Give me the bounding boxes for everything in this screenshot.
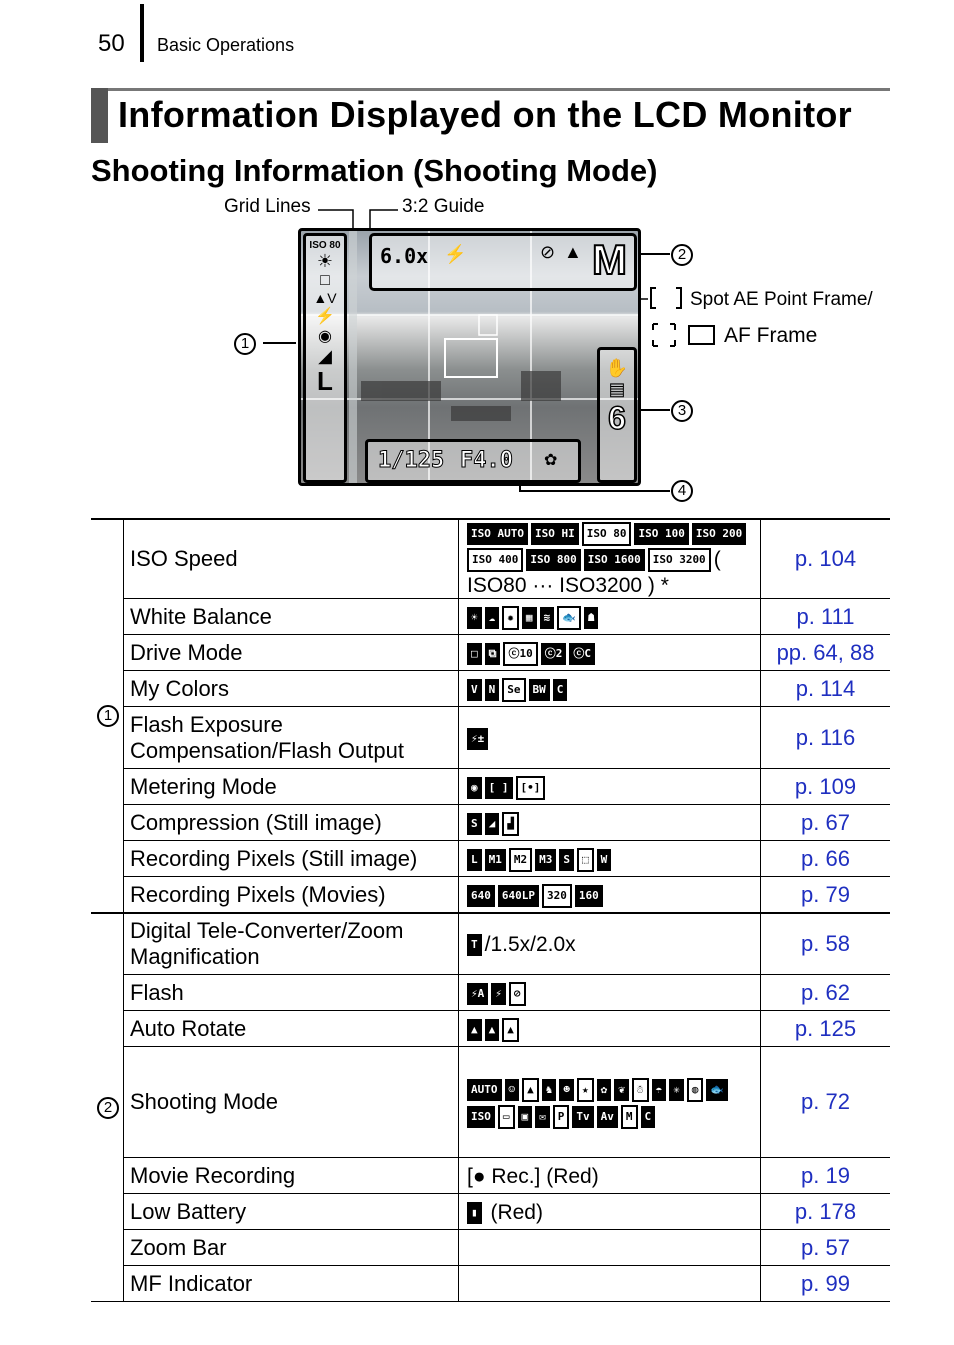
table-row: [91, 635, 890, 671]
mode-icon: ≋: [540, 607, 555, 629]
page-title: Information Displayed on the LCD Monitor: [118, 94, 852, 135]
lcd-monitor: [298, 228, 641, 486]
item-name: Shooting Mode: [124, 1047, 459, 1158]
page-reference-link[interactable]: p. 67: [761, 805, 891, 841]
mode-icon: Tv: [572, 1106, 593, 1128]
page-reference-link[interactable]: p. 58: [761, 913, 891, 975]
mode-icon: ▭: [498, 1105, 515, 1129]
item-icons: [459, 975, 761, 1011]
page-reference-link[interactable]: p. 99: [761, 1266, 891, 1302]
page-reference-link[interactable]: p. 114: [761, 671, 891, 707]
page-reference-link[interactable]: p. 19: [761, 1158, 891, 1194]
table-row: [91, 1230, 890, 1266]
mode-icon: AUTO: [467, 1079, 502, 1101]
item-name: Flash: [124, 975, 459, 1011]
mode-icon: M1: [485, 849, 506, 871]
mode-icon: ▟: [502, 812, 519, 836]
mycolors-icon: ▲V: [313, 290, 337, 306]
group-marker: [91, 913, 124, 1302]
compression-icon: ◢: [318, 346, 332, 366]
mode-icon: ✹: [502, 606, 519, 630]
table-row: [91, 805, 890, 841]
mode-icon: ISO 800: [526, 549, 580, 571]
table-row: [91, 877, 890, 913]
mode-icon: BW: [529, 679, 550, 701]
page-reference-link[interactable]: p. 178: [761, 1194, 891, 1230]
lcd-mode: M: [592, 236, 627, 283]
mode-icon: 🐟: [557, 606, 581, 630]
page-reference-link[interactable]: p. 72: [761, 1047, 891, 1158]
item-icons: [459, 1047, 761, 1158]
item-name: Recording Pixels (Still image): [124, 841, 459, 877]
page-reference-link[interactable]: p. 116: [761, 707, 891, 769]
page-reference-link[interactable]: p. 62: [761, 975, 891, 1011]
item-icons: [459, 635, 761, 671]
flash-off-icon: ⊘: [540, 242, 556, 262]
mode-icon: ⚡±: [467, 728, 488, 750]
mode-icon: ◉: [467, 777, 482, 799]
item-extra-text: /1.5x/2.0x: [484, 933, 576, 957]
mode-icon: M: [621, 1105, 638, 1129]
mode-icon: [ ]: [485, 777, 513, 799]
mode-icon: L: [467, 849, 482, 871]
item-icons: [459, 1011, 761, 1047]
page-number: 50: [98, 30, 125, 57]
hand-icon: ✋: [605, 358, 629, 378]
mode-icon: ▲: [522, 1078, 539, 1102]
mode-icon: ☗: [584, 607, 599, 629]
mode-icon: 160: [575, 885, 603, 907]
table-row: [91, 1158, 890, 1194]
table-row: [91, 1266, 890, 1302]
table-row: [91, 707, 890, 769]
item-extra-text: (Red): [484, 1200, 543, 1224]
section-subtitle: Shooting Information (Shooting Mode): [91, 153, 658, 188]
flash-icon: ⚡: [444, 244, 467, 264]
item-icons: [459, 519, 761, 599]
page-reference-link[interactable]: p. 79: [761, 877, 891, 913]
mode-icon: ⓒC: [569, 643, 595, 665]
item-icons: [459, 707, 761, 769]
page-reference-link[interactable]: pp. 64, 88: [761, 635, 891, 671]
mode-icon: 640LP: [498, 885, 539, 907]
mode-icon: ✿: [597, 1079, 612, 1101]
rotate-icon: ▲: [564, 242, 582, 262]
item-name: White Balance: [124, 599, 459, 635]
mode-icon: Se: [502, 678, 525, 702]
af-frame-label: AF Frame: [724, 324, 818, 347]
item-name: Auto Rotate: [124, 1011, 459, 1047]
mode-icon: ☻: [559, 1079, 574, 1101]
group-marker-circle: 1: [97, 705, 119, 727]
item-icons: [459, 599, 761, 635]
mode-icon: □: [467, 643, 482, 665]
mode-icon: ▮: [467, 1202, 482, 1224]
mode-icon: 640: [467, 885, 495, 907]
mode-icon: ▣: [518, 1106, 533, 1128]
item-icons: [459, 877, 761, 913]
table-row: [91, 599, 890, 635]
lcd-right-panel: [597, 347, 637, 483]
item-icons: [459, 1266, 761, 1302]
table-row: [91, 769, 890, 805]
table-row: [91, 1011, 890, 1047]
item-name: Flash Exposure Compensation/Flash Output: [124, 707, 459, 769]
mode-icon: ⬚: [577, 848, 594, 872]
mode-icon: M3: [535, 849, 556, 871]
item-icons: [459, 841, 761, 877]
title-tab: [91, 88, 108, 143]
item-extra-text: ( ISO80 ··· ISO3200 ) *: [467, 548, 721, 598]
mode-icon: ⧉: [485, 643, 501, 665]
mode-icon: ▲: [485, 1019, 500, 1041]
mode-icon: T: [467, 934, 482, 956]
item-name: Recording Pixels (Movies): [124, 877, 459, 913]
header-divider: [140, 4, 144, 62]
mode-icon: ▲: [502, 1018, 519, 1042]
page-reference-link[interactable]: p. 66: [761, 841, 891, 877]
metering-icon: ◉: [318, 328, 332, 345]
lcd-shutter: 1/125: [378, 448, 445, 473]
flash-comp-icon: ⚡: [315, 308, 335, 325]
drive-icon: □: [320, 272, 330, 289]
page-reference-link[interactable]: p. 111: [761, 599, 891, 635]
lcd-iso: ISO 80: [309, 240, 341, 251]
mode-icon: ☺: [505, 1079, 520, 1101]
spot-ae-label: Spot AE Point Frame/: [690, 289, 873, 310]
grid-lines-label: Grid Lines: [224, 196, 311, 217]
table-row: [91, 1194, 890, 1230]
mode-icon: ISO HI: [531, 523, 579, 545]
item-icons: [459, 671, 761, 707]
item-name: Metering Mode: [124, 769, 459, 805]
mode-icon: S: [559, 849, 574, 871]
mode-icon: ☁: [485, 607, 500, 629]
mode-icon: M2: [509, 848, 532, 872]
mode-icon: ISO 3200: [648, 548, 711, 572]
mode-icon: ☃: [632, 1078, 649, 1102]
item-icons: [459, 805, 761, 841]
item-icons: [459, 1158, 761, 1194]
callout-1: 1: [234, 333, 256, 355]
lcd-top-panel: [369, 233, 637, 291]
item-name: Low Battery: [124, 1194, 459, 1230]
table-row: [91, 519, 890, 599]
lcd-bottom-panel: [365, 439, 581, 483]
lcd-aperture: F4.0: [460, 448, 513, 473]
item-icons: [459, 1230, 761, 1266]
item-name: Movie Recording: [124, 1158, 459, 1194]
lcd-left-panel: [303, 233, 347, 483]
table-row: [91, 975, 890, 1011]
mode-icon: ISO: [467, 1106, 495, 1128]
card-icon: ▤: [608, 379, 626, 399]
mode-icon: ✳: [669, 1079, 684, 1101]
mode-icon: ISO AUTO: [467, 523, 528, 545]
mode-icon: N: [485, 679, 500, 701]
mode-icon: ISO 200: [692, 523, 746, 545]
mode-icon: ◢: [485, 813, 500, 835]
mode-icon: ♞: [542, 1079, 557, 1101]
macro-icon: ✿: [544, 452, 558, 469]
mode-icon: ⚡: [491, 983, 506, 1005]
mode-icon: ▦: [522, 607, 537, 629]
callout-4: 4: [671, 480, 693, 502]
table-row: [91, 913, 890, 975]
page-reference-link[interactable]: p. 125: [761, 1011, 891, 1047]
mode-icon: ★: [577, 1078, 594, 1102]
mode-icon: S: [467, 813, 482, 835]
item-extra-text: [● Rec.] (Red): [467, 1164, 599, 1188]
lcd-zoom: 6.0x: [380, 244, 429, 268]
guide-label: 3:2 Guide: [402, 196, 485, 217]
table-row: [91, 671, 890, 707]
mode-icon: ☂: [652, 1079, 667, 1101]
mode-icon: ✉: [535, 1106, 550, 1128]
wb-icon: ☀: [316, 251, 334, 271]
group-marker: [91, 519, 124, 913]
callout-3: 3: [671, 400, 693, 422]
mode-icon: ☀: [467, 607, 482, 629]
mode-icon: ISO 100: [634, 523, 688, 545]
page-reference-link[interactable]: p. 57: [761, 1230, 891, 1266]
item-icons: [459, 1194, 761, 1230]
item-name: MF Indicator: [124, 1266, 459, 1302]
mode-icon: ⓒ2: [541, 643, 567, 665]
mode-icon: ▲: [467, 1019, 482, 1041]
item-name: My Colors: [124, 671, 459, 707]
mode-icon: ISO 1600: [584, 549, 645, 571]
mode-icon: ⓒ10: [503, 642, 537, 666]
info-table: [91, 518, 890, 1302]
mode-icon: C: [553, 679, 568, 701]
lcd-size: L: [317, 366, 333, 396]
mode-icon: ⚡A: [467, 983, 488, 1005]
item-name: Zoom Bar: [124, 1230, 459, 1266]
mode-icon: ISO 400: [467, 548, 523, 572]
mode-icon: P: [553, 1105, 570, 1129]
callout-2: 2: [671, 244, 693, 266]
item-icons: [459, 769, 761, 805]
item-name: Drive Mode: [124, 635, 459, 671]
table-row: [91, 1047, 890, 1158]
mode-icon: 320: [542, 884, 572, 908]
page-reference-link[interactable]: p. 104: [761, 519, 891, 599]
mode-icon: V: [467, 679, 482, 701]
mode-icon: ◍: [687, 1078, 704, 1102]
section-name: Basic Operations: [157, 35, 295, 55]
mode-icon: C: [641, 1106, 656, 1128]
mode-icon: 🐟: [706, 1079, 728, 1101]
lcd-shots: 6: [608, 400, 626, 436]
item-name: Compression (Still image): [124, 805, 459, 841]
table-row: [91, 841, 890, 877]
item-name: Digital Tele-Converter/Zoom Magnification: [124, 913, 459, 975]
mode-icon: ISO 80: [582, 522, 632, 546]
mode-icon: [•]: [516, 776, 546, 800]
item-name: ISO Speed: [124, 519, 459, 599]
mode-icon: W: [597, 849, 612, 871]
page-reference-link[interactable]: p. 109: [761, 769, 891, 805]
mode-icon: ❦: [614, 1079, 629, 1101]
group-marker-circle: 2: [97, 1097, 119, 1119]
item-icons: [459, 913, 761, 975]
mode-icon: Av: [597, 1106, 618, 1128]
mode-icon: ⊘: [509, 982, 526, 1006]
